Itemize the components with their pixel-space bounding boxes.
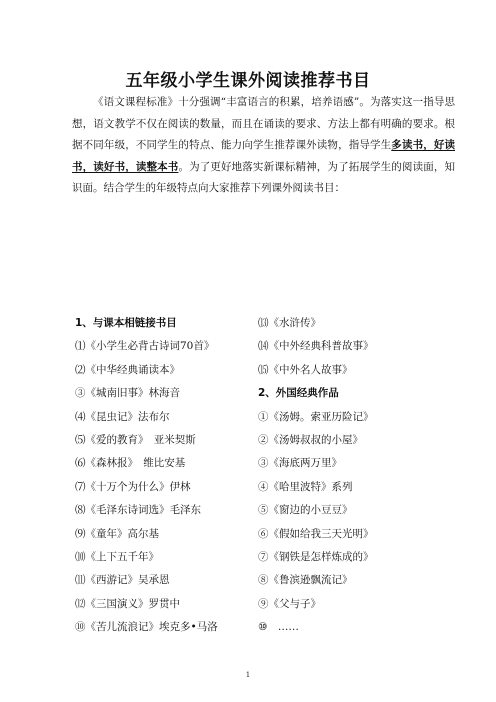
book-list-item: ⑨《父与子》 (258, 597, 321, 610)
left-booklist-column (75, 312, 255, 639)
book-list-item: ⑵《中华经典诵读本》 (75, 363, 180, 376)
intro-emphasis: 多读书，好读书，读好书，读整本书 (72, 139, 456, 173)
book-list-item: ⑥《假如给我三天光明》 (258, 527, 374, 540)
book-list-item: ⒀《水浒传》 (258, 317, 321, 329)
book-list-item: ⑷《昆虫记》法布尔 (75, 410, 170, 423)
book-list-item: ⑴《小学生必背古诗词70首》 (75, 340, 215, 353)
intro-paragraph (72, 92, 455, 200)
page-number: 1 (245, 671, 251, 679)
book-list-item: ③《城南旧事》林海音 (75, 387, 180, 400)
book-list-item: ⒂《中外名人故事》 (258, 363, 353, 376)
book-list-item: ⑽《上下五千年》 (75, 550, 159, 563)
section-heading-foreign-classics: 2、外国经典作品 (258, 387, 339, 400)
intro-text-before: 《语文课程标准》十分强调“丰富语言的积累，培养语感”。为落实这一指导思想，语文教学不仅在阅读的数量，而且在诵读的要求、方法上都有明确的要求。根据不同年级，不同学生的特点、能力向学生推荐课外读物，指导学生 (72, 96, 455, 151)
book-list-item: ⑦《钢铁是怎样炼成的》 (258, 550, 374, 563)
book-list-item: ⑻《毛泽东诗词选》毛泽东 (75, 504, 201, 517)
book-list-item: ⑾《西游记》吴承恩 (75, 574, 170, 587)
book-list-item: ⒁《中外经典科普故事》 (258, 340, 374, 353)
book-list-item: ⑧《鲁滨逊飘流记》 (258, 574, 353, 587)
book-list-item: ②《汤姆叔叔的小屋》 (258, 433, 363, 446)
book-list-item: ⑤《窗边的小豆豆》 (258, 504, 353, 517)
book-list-item: ⑺《十万个为什么》伊林 (75, 480, 191, 493)
book-list-item: ⑼《童年》高尔基 (75, 527, 159, 540)
book-list-item: ⑹《森林报》 维比安基 (75, 457, 186, 470)
right-booklist-column (258, 312, 458, 639)
book-list-item: ⑩ …… (258, 621, 299, 634)
document-title: 五年级小学生课外阅读推荐书目 (125, 71, 371, 91)
intro-text-after: 。为了更好地落实新课标精神，为了拓展学生的阅读面，知识面。结合学生的年级特点向大家推荐下列课外阅读书目： (72, 160, 456, 194)
book-list-item: ④《哈里波特》系列 (258, 480, 353, 493)
book-list-item: ⑩《苦儿流浪记》埃克多•马洛 (75, 621, 218, 634)
book-list-item: ⑿《三国演义》罗贯中 (75, 597, 180, 610)
book-list-item: ①《汤姆。索亚历险记》 (258, 410, 374, 423)
section-heading-textbook-linked: 1、与课本相链接书目 (75, 317, 177, 329)
book-list-item: ⑸《爱的教育》 亚米契斯 (75, 433, 196, 446)
book-list-item: ③《海底两万里》 (258, 457, 342, 470)
